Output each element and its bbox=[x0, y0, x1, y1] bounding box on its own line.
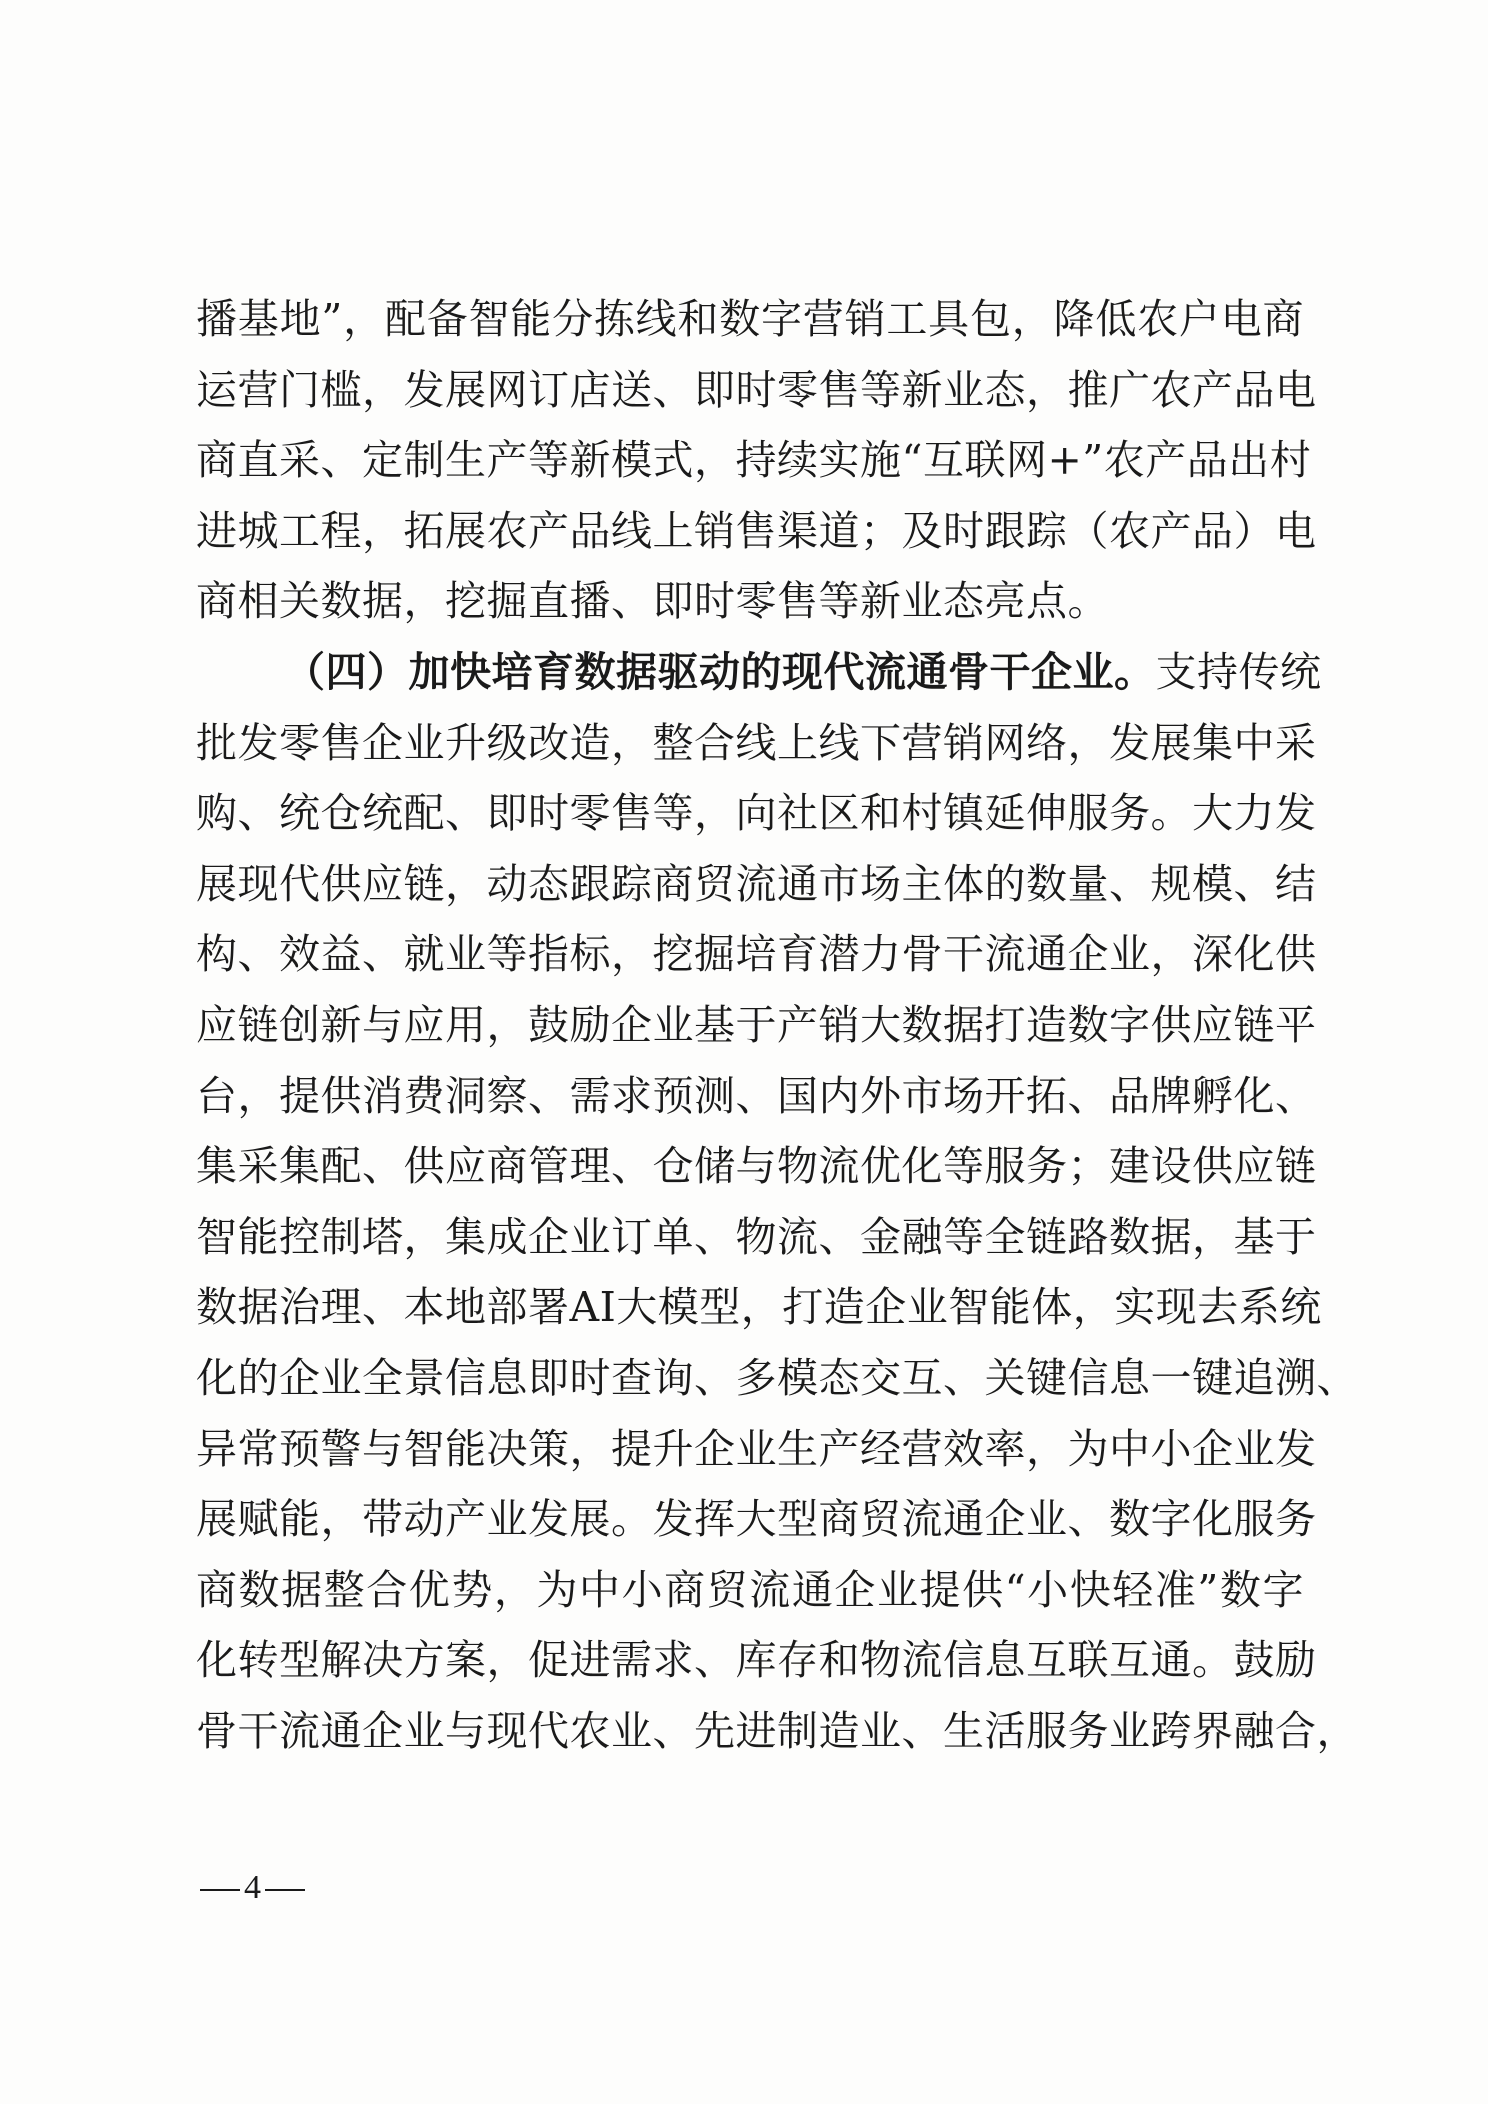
text-line: 购、统仓统配、即时零售等，向社区和村镇延伸服务。大力发 bbox=[196, 789, 1317, 838]
text-line: 集采集配、供应商管理、仓储与物流优化等服务；建设供应链 bbox=[196, 1142, 1317, 1191]
section-heading: （四）加快培育数据驱动的现代流通骨干企业。 bbox=[284, 647, 1156, 696]
body-text bbox=[196, 284, 1358, 1766]
text-line: 播基地”，配备智能分拣线和数字营销工具包，降低农户电商 bbox=[196, 295, 1304, 343]
text-line: 化转型解决方案，促进需求、库存和物流信息互联互通。鼓励 bbox=[196, 1636, 1317, 1685]
dash-right bbox=[265, 1889, 305, 1891]
text-line: 展赋能，带动产业发展。发挥大型商贸流通企业、数字化服务 bbox=[196, 1495, 1317, 1544]
text-line: 化的企业全景信息即时查询、多模态交互、关键信息一键追溯、 bbox=[196, 1353, 1358, 1402]
text-line: 批发零售企业升级改造，整合线上线下营销网络，发展集中采 bbox=[196, 718, 1317, 767]
text-line: 构、效益、就业等指标，挖掘培育潜力骨干流通企业，深化供 bbox=[196, 930, 1317, 979]
text-line: 商数据整合优势，为中小商贸流通企业提供“小快轻准”数字 bbox=[196, 1565, 1304, 1614]
page-number-value: 4 bbox=[244, 1869, 261, 1906]
text-line: 骨干流通企业与现代农业、先进制造业、生活服务业跨界融合， bbox=[196, 1706, 1358, 1755]
text-line: 进城工程，拓展农产品线上销售渠道；及时跟踪（农产品）电 bbox=[196, 506, 1317, 555]
page-number bbox=[196, 1868, 309, 1908]
section-heading-line bbox=[196, 637, 1322, 708]
text-line: 台，提供消费洞察、需求预测、国内外市场开拓、品牌孵化、 bbox=[196, 1071, 1317, 1120]
dash-left bbox=[200, 1889, 240, 1891]
text-line: 智能控制塔，集成企业订单、物流、金融等全链路数据，基于 bbox=[196, 1212, 1317, 1261]
text-line: 展现代供应链，动态跟踪商贸流通市场主体的数量、规模、结 bbox=[196, 859, 1317, 908]
text-line: 异常预警与智能决策，提升企业生产经营效率，为中小企业发 bbox=[196, 1424, 1317, 1473]
text-line: 商相关数据，挖掘直播、即时零售等新业态亮点。 bbox=[196, 577, 1109, 626]
text-line: 应链创新与应用，鼓励企业基于产销大数据打造数字供应链平 bbox=[196, 1000, 1317, 1049]
text-line: 数据治理、本地部署AI大模型，打造企业智能体，实现去系统 bbox=[196, 1283, 1322, 1332]
text-line-rest: 支持传统 bbox=[1155, 647, 1322, 696]
text-line: 商直采、定制生产等新模式，持续实施“互联网+”农产品出村 bbox=[196, 436, 1312, 485]
text-line: 运营门槛，发展网订店送、即时零售等新业态，推广农产品电 bbox=[196, 365, 1317, 414]
